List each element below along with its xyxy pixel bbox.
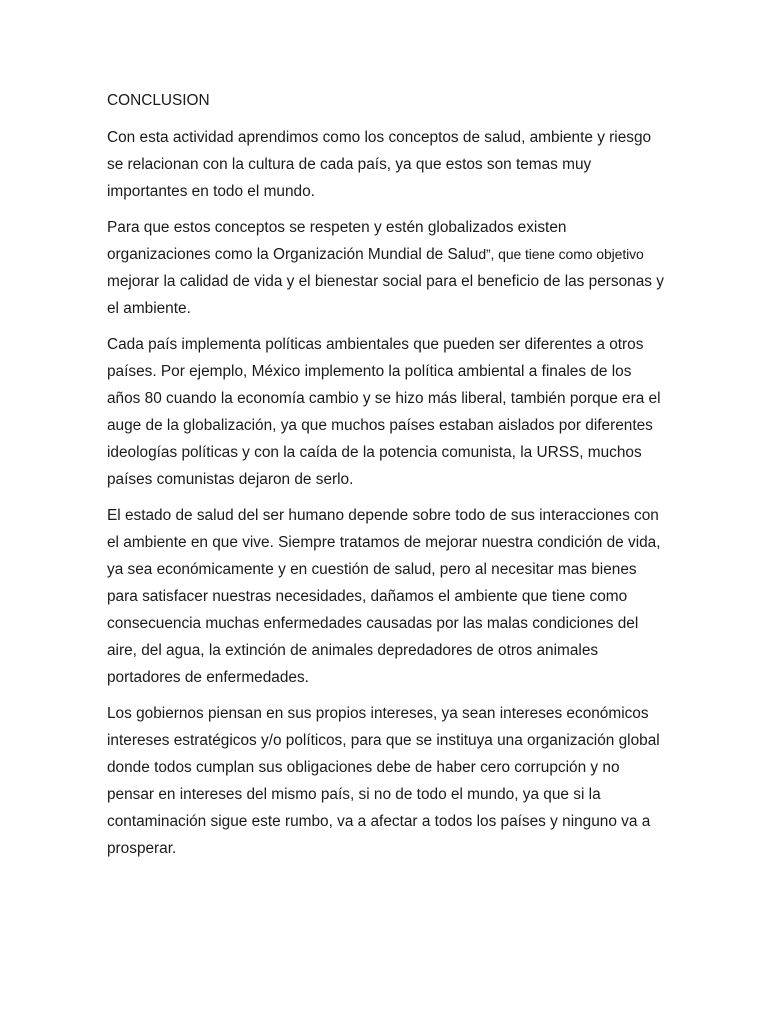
paragraph-5: Los gobiernos piensan en sus propios intereses, ya sean intereses económicos intereses estratégicos y/o políticos, para que se instituya una organización global donde todos cumplan sus obligaciones debe de haber cero corrupción y no pensar en intereses del mismo país, si no de todo el mundo, ya que si la contaminación sigue este rumbo, va a afectar a todos los países y ninguno va a prosperar. xyxy=(107,705,660,857)
paragraph-2-text-alt: d”, que tiene como objetivo xyxy=(478,246,644,262)
paragraph-2-text-before: Para que estos conceptos se respeten y estén globalizados existen organizaciones como la Organización Mundial de Salu xyxy=(107,219,567,263)
paragraph-2 xyxy=(107,214,667,322)
paragraph-1: Con esta actividad aprendimos como los conceptos de salud, ambiente y riesgo se relacionan con la cultura de cada país, ya que estos son temas muy importantes en todo el mundo. xyxy=(107,129,652,200)
paragraph-2-text-after: mejorar la calidad de vida y el bienestar social para el beneficio de las personas y el ambiente. xyxy=(107,273,664,317)
paragraph-4: El estado de salud del ser humano depende sobre todo de sus interacciones con el ambiente en que vive. Siempre tratamos de mejorar nuestra condición de vida, ya sea económicamente y en cuestión de salud, pero al necesitar mas bienes para satisfacer nuestras necesidades, dañamos el ambiente que tiene como consecuencia muchas enfermedades causadas por las malas condiciones del aire, del agua, la extinción de animales depredadores de otros animales portadores de enfermedades. xyxy=(107,507,661,686)
document-page xyxy=(107,88,667,871)
paragraph-3: Cada país implementa políticas ambientales que pueden ser diferentes a otros países. Por ejemplo, México implemento la política ambiental a finales de los años 80 cuando la economía cambio y se hizo más liberal, también porque era el auge de la globalización, ya que muchos países estaban aislados por diferentes ideologías políticas y con la caída de la potencia comunista, la URSS, muchos países comunistas dejaron de serlo. xyxy=(107,336,661,488)
document-heading: CONCLUSION xyxy=(107,92,210,109)
